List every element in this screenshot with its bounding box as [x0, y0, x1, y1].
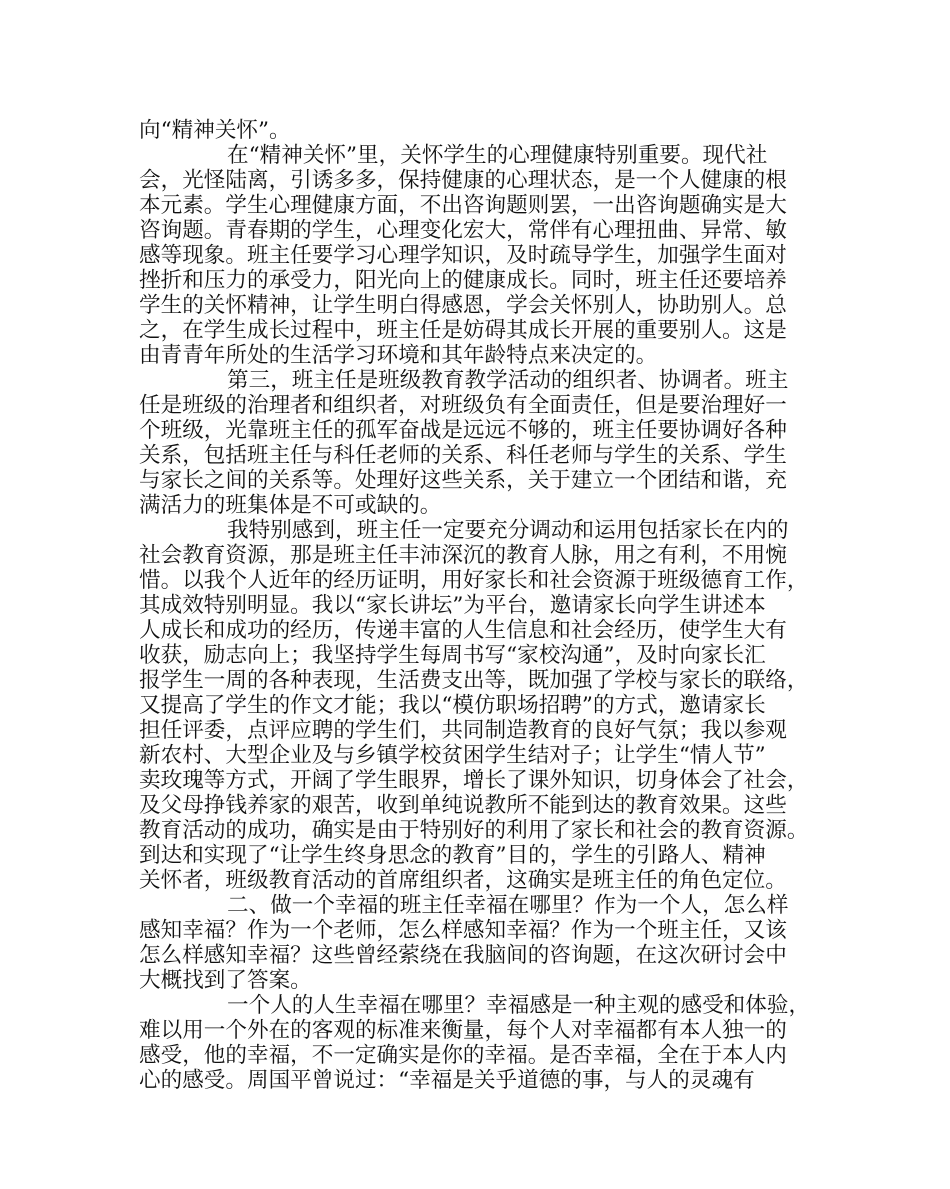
text-line: 到达和实现了“让学生终身思念的教育”目的，学生的引路人、精神: [139, 843, 766, 868]
text-line: 报学生一周的各种表现，生活费支出等，既加强了学校与家长的联络，: [139, 668, 809, 693]
text-line: 收获，励志向上；我坚持学生每周书写“家校沟通”，及时向家长汇: [139, 643, 766, 668]
text-line: 满活力的班集体是不可或缺的。: [139, 493, 442, 518]
text-line: 感受，他的幸福，不一定确实是你的幸福。是否幸福，全在于本人内: [139, 1043, 787, 1068]
text-line: 个班级，光靠班主任的孤军奋战是远远不够的，班主任要协调好各种: [139, 418, 787, 443]
text-line: 与家长之间的关系等。处理好这些关系，关于建立一个团结和谐，充: [139, 468, 787, 493]
text-line: 会，光怪陆离，引诱多多，保持健康的心理状态，是一个人健康的根: [139, 168, 787, 193]
text-line: 之，在学生成长过程中，班主任是妨碍其成长开展的重要别人。这是: [139, 318, 787, 343]
text-line: 又提高了学生的作文才能；我以“模仿职场招聘”的方式，邀请家长: [139, 693, 766, 718]
text-line: 惜。以我个人近年的经历证明，用好家长和社会资源于班级德育工作，: [139, 568, 809, 593]
text-line: 任是班级的治理者和组织者，对班级负有全面责任，但是要治理好一: [139, 393, 787, 418]
text-line: 咨询题。青春期的学生，心理变化宏大，常伴有心理扭曲、异常、敏: [139, 218, 787, 243]
text-line: 担任评委，点评应聘的学生们，共同制造教育的良好气氛；我以参观: [139, 718, 787, 743]
text-line: 在“精神关怀”里，关怀学生的心理健康特别重要。现代社: [227, 143, 768, 168]
text-line: 怎么样感知幸福？这些曾经萦绕在我脑间的咨询题，在这次研讨会中: [139, 943, 787, 968]
body-text: [139, 118, 814, 1093]
text-line: 大概找到了答案。: [139, 968, 312, 993]
text-line: 心的感受。周国平曾说过：“幸福是关乎道德的事，与人的灵魂有: [139, 1068, 755, 1093]
text-line: 其成效特别明显。我以“家长讲坛”为平台，邀请家长向学生讲述本: [139, 593, 766, 618]
text-line: 由青青年所处的生活学习环境和其年龄特点来决定的。: [139, 343, 658, 368]
text-line: 人成长和成功的经历，传递丰富的人生信息和社会经历，使学生大有: [139, 618, 787, 643]
text-line: 及父母挣钱养家的艰苦，收到单纯说教所不能到达的教育效果。这些: [139, 793, 787, 818]
text-line: 我特别感到，班主任一定要充分调动和运用包括家长在内的: [227, 518, 789, 543]
text-line: 二、做一个幸福的班主任幸福在哪里？作为一个人，怎么样: [227, 893, 789, 918]
text-line: 一个人的人生幸福在哪里？幸福感是一种主观的感受和体验，: [227, 993, 811, 1018]
text-line: 卖玫瑰等方式，开阔了学生眼界，增长了课外知识，切身体会了社会，: [139, 768, 809, 793]
text-line: 第三，班主任是班级教育教学活动的组织者、协调者。班主: [227, 368, 789, 393]
text-line: 关系，包括班主任与科任老师的关系、科任老师与学生的关系、学生: [139, 443, 787, 468]
text-line: 学生的关怀精神，让学生明白得感恩，学会关怀别人，协助别人。总: [139, 293, 787, 318]
text-line: 关怀者，班级教育活动的首席组织者，这确实是班主任的角色定位。: [139, 868, 787, 893]
text-line: 社会教育资源，那是班主任丰沛深沉的教育人脉，用之有利，不用惋: [139, 543, 787, 568]
text-line: 感等现象。班主任要学习心理学知识，及时疏导学生，加强学生面对: [139, 243, 787, 268]
text-line: 教育活动的成功，确实是由于特别好的利用了家长和社会的教育资源。: [139, 818, 809, 843]
text-line: 新农村、大型企业及与乡镇学校贫困学生结对子；让学生“情人节”: [139, 743, 766, 768]
text-line: 本元素。学生心理健康方面，不出咨询题则罢，一出咨询题确实是大: [139, 193, 787, 218]
text-line: 感知幸福？作为一个老师，怎么样感知幸福？作为一个班主任，又该: [139, 918, 787, 943]
text-line: 难以用一个外在的客观的标准来衡量，每个人对幸福都有本人独一的: [139, 1018, 787, 1043]
text-line: 向“精神关怀”。: [139, 118, 291, 143]
text-line: 挫折和压力的承受力，阳光向上的健康成长。同时，班主任还要培养: [139, 268, 787, 293]
